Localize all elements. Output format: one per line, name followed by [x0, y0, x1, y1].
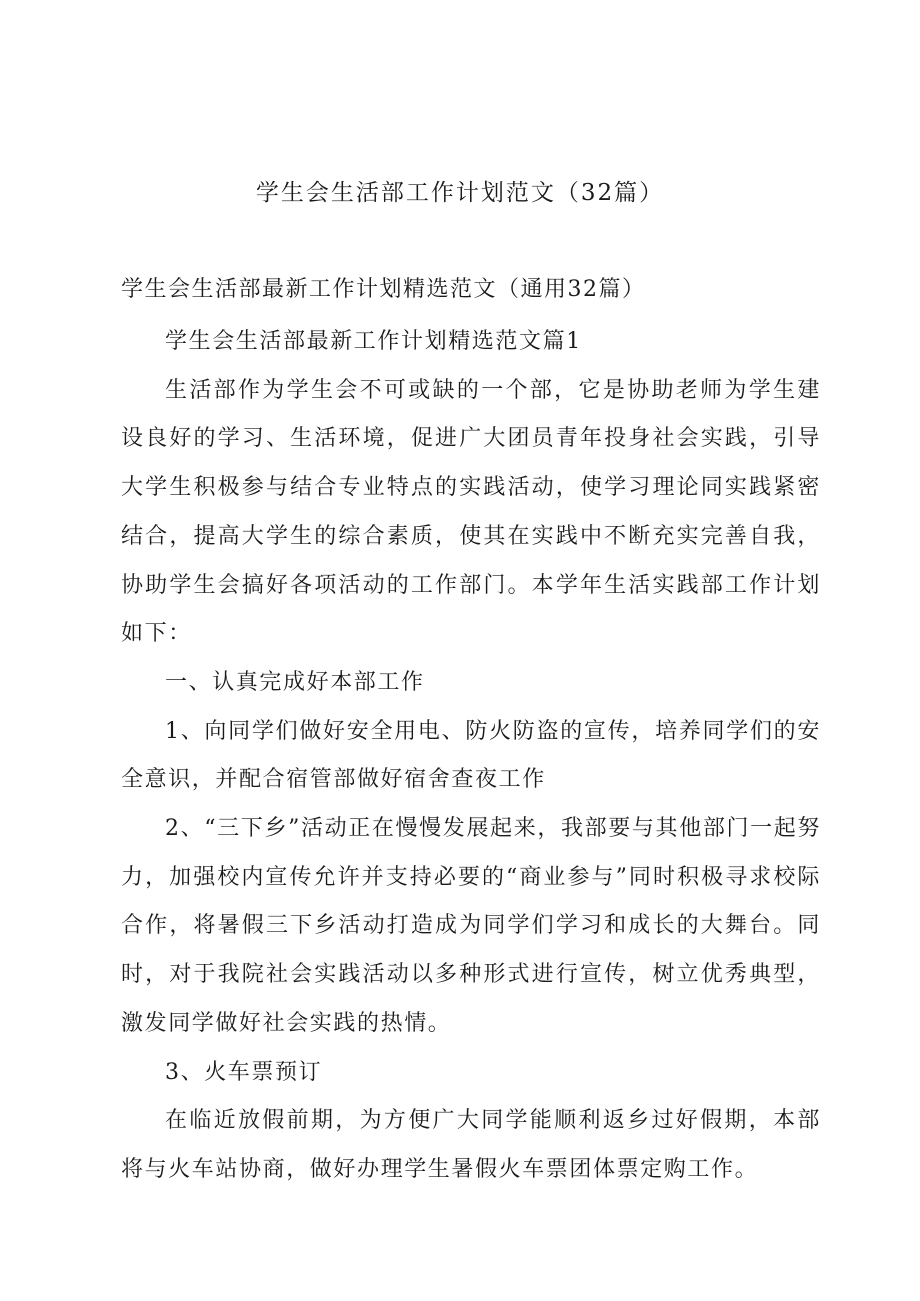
body-paragraph: 生活部作为学生会不可或缺的一个部，它是协助老师为学生建设良好的学习、生活环境，促进广大团员青年投身社会实践，引导大学生积极参与结合专业特点的实践活动，使学习理论同实践紧密结合，提高大学生的综合素质，使其在实践中不断充实完善自我，协助学生会搞好各项活动的工作部门。本学年生活实践部工作计划如下：	[121, 377, 821, 647]
document-subtitle: 学生会生活部最新工作计划精选范文（通用32篇）	[121, 277, 646, 302]
body-paragraph: 在临近放假前期，为方便广大同学能顺利返乡过好假期，本部将与火车站协商，做好办理学生暑假火车票团体票定购工作。	[121, 1108, 821, 1182]
section-heading: 3、火车票预订	[165, 1059, 323, 1085]
body-paragraph: 2、“三下乡”活动正在慢慢发展起来，我部要与其他部门一起努力，加强校内宣传允许并支持必要的“商业参与”同时积极寻求校际合作，将暑假三下乡活动打造成为同学们学习和成长的大舞台。同时，对于我院社会实践活动以多种形式进行宣传，树立优秀典型，激发同学做好社会实践的热情。	[121, 816, 821, 1036]
body-paragraph: 1、向同学们做好安全用电、防火防盗的宣传，培养同学们的安全意识，并配合宿管部做好宿舍查夜工作	[121, 718, 821, 793]
document-body	[121, 318, 821, 1195]
document-title: 学生会生活部工作计划范文（32篇）	[255, 180, 665, 206]
section-heading: 一、认真完成好本部工作	[165, 669, 425, 695]
section-heading: 学生会生活部最新工作计划精选范文篇1	[165, 329, 582, 354]
